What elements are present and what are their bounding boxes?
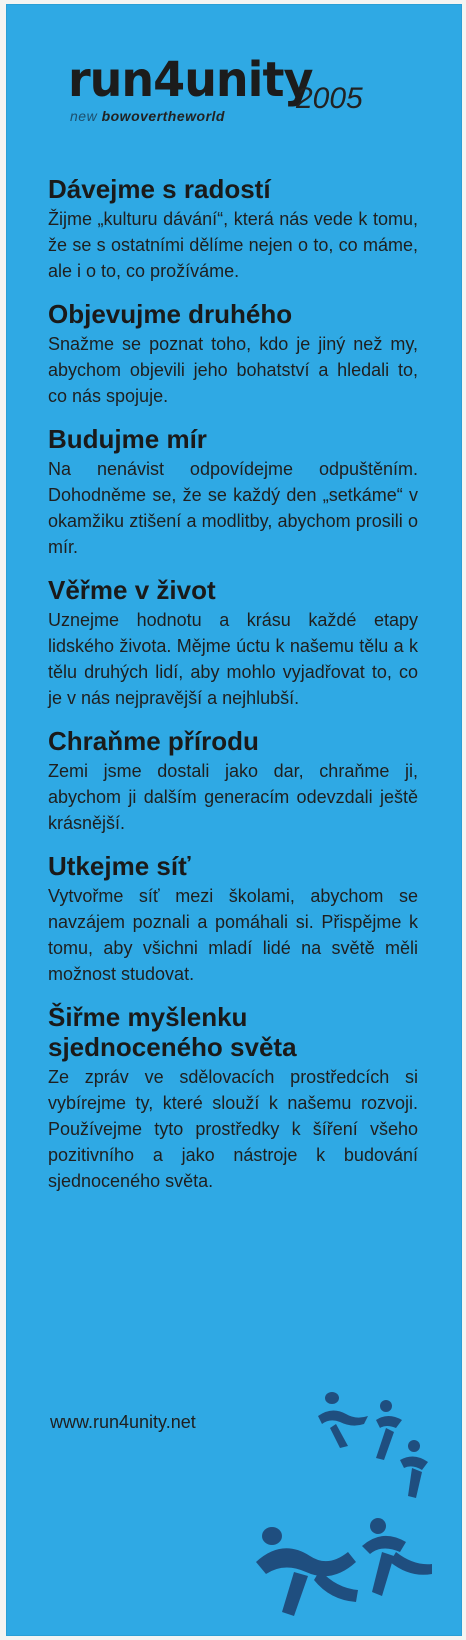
logo-tagline	[70, 108, 225, 124]
stylized-figures-icon	[236, 1376, 456, 1626]
content	[48, 174, 418, 1209]
section-title: Objevujme druhého	[48, 299, 293, 329]
section-sirme	[48, 1002, 418, 1194]
section-objevujme	[48, 299, 418, 409]
bookmark-card	[6, 4, 462, 1636]
logo	[6, 46, 462, 136]
logo-tagline-light: new	[70, 108, 98, 124]
website-url: www.run4unity.net	[50, 1412, 196, 1432]
section-body: Žijme „kulturu dávání“, která nás vede k tomu, že se s ostatními dělíme nejen o to, co máme, ale i o to, co prožíváme.	[48, 209, 418, 281]
section-body: Snažme se poznat toho, kdo je jiný než my, abychom objevili jeho bohatství a hledali to, co nás spojuje.	[48, 334, 418, 406]
section-title: Chraňme přírodu	[48, 726, 259, 756]
section-title: Dávejme s radostí	[48, 174, 271, 204]
section-body: Ze zpráv ve sdělovacích prostředcích si vybírejme ty, které slouží k našemu rozvoji. Používejme tyto prostředky k šíření všeho pozitivního a jako nástroje k budování sjednoceného světa.	[48, 1067, 418, 1191]
section-verme	[48, 575, 418, 711]
section-body: Na nenávist odpovídejme odpuštěním. Dohodněme se, že se každý den „setkáme“ v okamžiku ztišení a modlitby, abychom prosili o mír.	[48, 459, 418, 557]
section-title: Šiřme myšlenku sjednoceného světa	[48, 1002, 297, 1062]
logo-wordmark: run4unity	[68, 50, 313, 108]
section-body: Uznejme hodnotu a krásu každé etapy lidského života. Mějme úctu k našemu tělu a k tělu druhých lidí, aby mohlo vyjadřovat to, co je v nás nejpravější a nejhlubší.	[48, 610, 418, 708]
section-budujme	[48, 424, 418, 560]
section-title: Věřme v život	[48, 575, 216, 605]
section-body: Vytvořme síť mezi školami, abychom se navzájem poznali a pomáhali si. Přispějme k tomu, aby všichni mladí lidé na světě měli možnost studovat.	[48, 886, 418, 984]
logo-tagline-bold: bowovertheworld	[101, 108, 225, 124]
section-title: Budujme mír	[48, 424, 207, 454]
section-chranme	[48, 726, 418, 836]
section-body: Zemi jsme dostali jako dar, chraňme ji, abychom ji dalším generacím odevzdali ještě krásnější.	[48, 761, 418, 833]
section-utkejme	[48, 851, 418, 987]
section-title: Utkejme síť	[48, 851, 191, 881]
section-davejme	[48, 174, 418, 284]
logo-year: 2005	[296, 82, 363, 115]
